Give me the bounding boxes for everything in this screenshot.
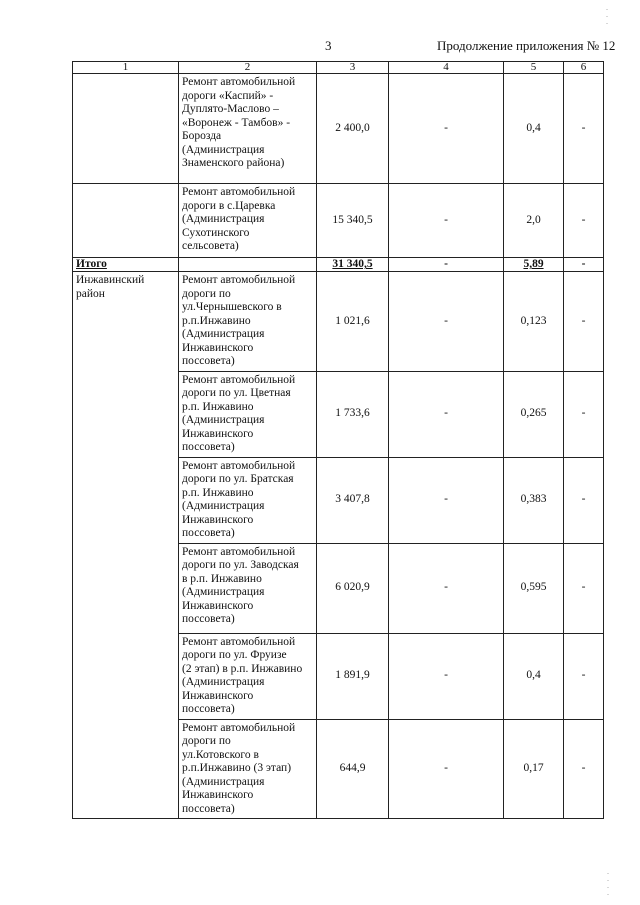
total-amount xyxy=(317,258,389,272)
col4-cell: - xyxy=(389,543,504,633)
length-cell: 0,4 xyxy=(504,74,564,184)
length-cell: 0,4 xyxy=(504,633,564,719)
edge-mark-bottom: . . . . xyxy=(607,867,609,897)
amount-cell: 1 733,6 xyxy=(317,371,389,457)
col4-cell: - xyxy=(389,633,504,719)
length-cell: 0,17 xyxy=(504,719,564,819)
edge-mark-top: . . . xyxy=(606,3,608,26)
length-cell: 0,123 xyxy=(504,272,564,372)
amount-cell: 6 020,9 xyxy=(317,543,389,633)
district-cell xyxy=(73,74,179,184)
total-row xyxy=(73,258,604,272)
col-number: 1 xyxy=(73,62,179,74)
amount-cell: 15 340,5 xyxy=(317,184,389,258)
object-description: Ремонт автомобильной дороги «Каспий» - Дуплято-Маслово – «Воронеж - Тамбов» - Борозда (Администрация Знаменского района) xyxy=(179,74,317,184)
col6-cell: - xyxy=(564,457,604,543)
length-cell: 0,383 xyxy=(504,457,564,543)
col6-cell: - xyxy=(564,543,604,633)
amount-cell: 2 400,0 xyxy=(317,74,389,184)
col4-cell: - xyxy=(389,457,504,543)
col4-cell: - xyxy=(389,184,504,258)
total-empty-cell xyxy=(179,258,317,272)
object-description: Ремонт автомобильной дороги по ул. Фруизе (2 этап) в р.п. Инжавино (Администрация Инжавинского поссовета) xyxy=(179,633,317,719)
column-number-row xyxy=(73,62,604,74)
road-repair-table xyxy=(72,61,604,819)
col6-cell: - xyxy=(564,371,604,457)
amount-cell: 1 891,9 xyxy=(317,633,389,719)
total-col4: - xyxy=(389,258,504,272)
col-number: 2 xyxy=(179,62,317,74)
col4-cell: - xyxy=(389,272,504,372)
total-col6: - xyxy=(564,258,604,272)
total-amount-text: 31 340,5 xyxy=(332,258,373,270)
district-cell xyxy=(73,184,179,258)
total-length-text: 5,89 xyxy=(523,258,544,270)
length-cell: 0,595 xyxy=(504,543,564,633)
object-description: Ремонт автомобильной дороги по ул. Цветная р.п. Инжавино (Администрация Инжавинского поссовета) xyxy=(179,371,317,457)
continuation-note: Продолжение приложения № 12 xyxy=(437,38,616,53)
total-length xyxy=(504,258,564,272)
col4-cell: - xyxy=(389,371,504,457)
col-number: 5 xyxy=(504,62,564,74)
page-number: 3 xyxy=(325,38,332,53)
col-number: 3 xyxy=(317,62,389,74)
amount-cell: 3 407,8 xyxy=(317,457,389,543)
table-row xyxy=(73,272,604,372)
col6-cell: - xyxy=(564,74,604,184)
col6-cell: - xyxy=(564,272,604,372)
amount-cell: 1 021,6 xyxy=(317,272,389,372)
col4-cell: - xyxy=(389,719,504,819)
col-number: 6 xyxy=(564,62,604,74)
district-cell: Инжавинский район xyxy=(73,272,179,819)
amount-cell: 644,9 xyxy=(317,719,389,819)
length-cell: 0,265 xyxy=(504,371,564,457)
object-description: Ремонт автомобильной дороги по ул. Заводская в р.п. Инжавино (Администрация Инжавинского поссовета) xyxy=(179,543,317,633)
total-label xyxy=(73,258,179,272)
col6-cell: - xyxy=(564,184,604,258)
object-description: Ремонт автомобильной дороги в с.Царевка (Администрация Сухотинского сельсовета) xyxy=(179,184,317,258)
col4-cell: - xyxy=(389,74,504,184)
table-row xyxy=(73,74,604,184)
table-row xyxy=(73,184,604,258)
length-cell: 2,0 xyxy=(504,184,564,258)
col6-cell: - xyxy=(564,719,604,819)
total-label-text: Итого xyxy=(76,258,107,270)
col-number: 4 xyxy=(389,62,504,74)
object-description: Ремонт автомобильной дороги по ул.Чернышевского в р.п.Инжавино (Администрация Инжавинского поссовета) xyxy=(179,272,317,372)
object-description: Ремонт автомобильной дороги по ул.Котовского в р.п.Инжавино (3 этап) (Администрация Инжавинского поссовета) xyxy=(179,719,317,819)
object-description: Ремонт автомобильной дороги по ул. Братская р.п. Инжавино (Администрация Инжавинского поссовета) xyxy=(179,457,317,543)
col6-cell: - xyxy=(564,633,604,719)
